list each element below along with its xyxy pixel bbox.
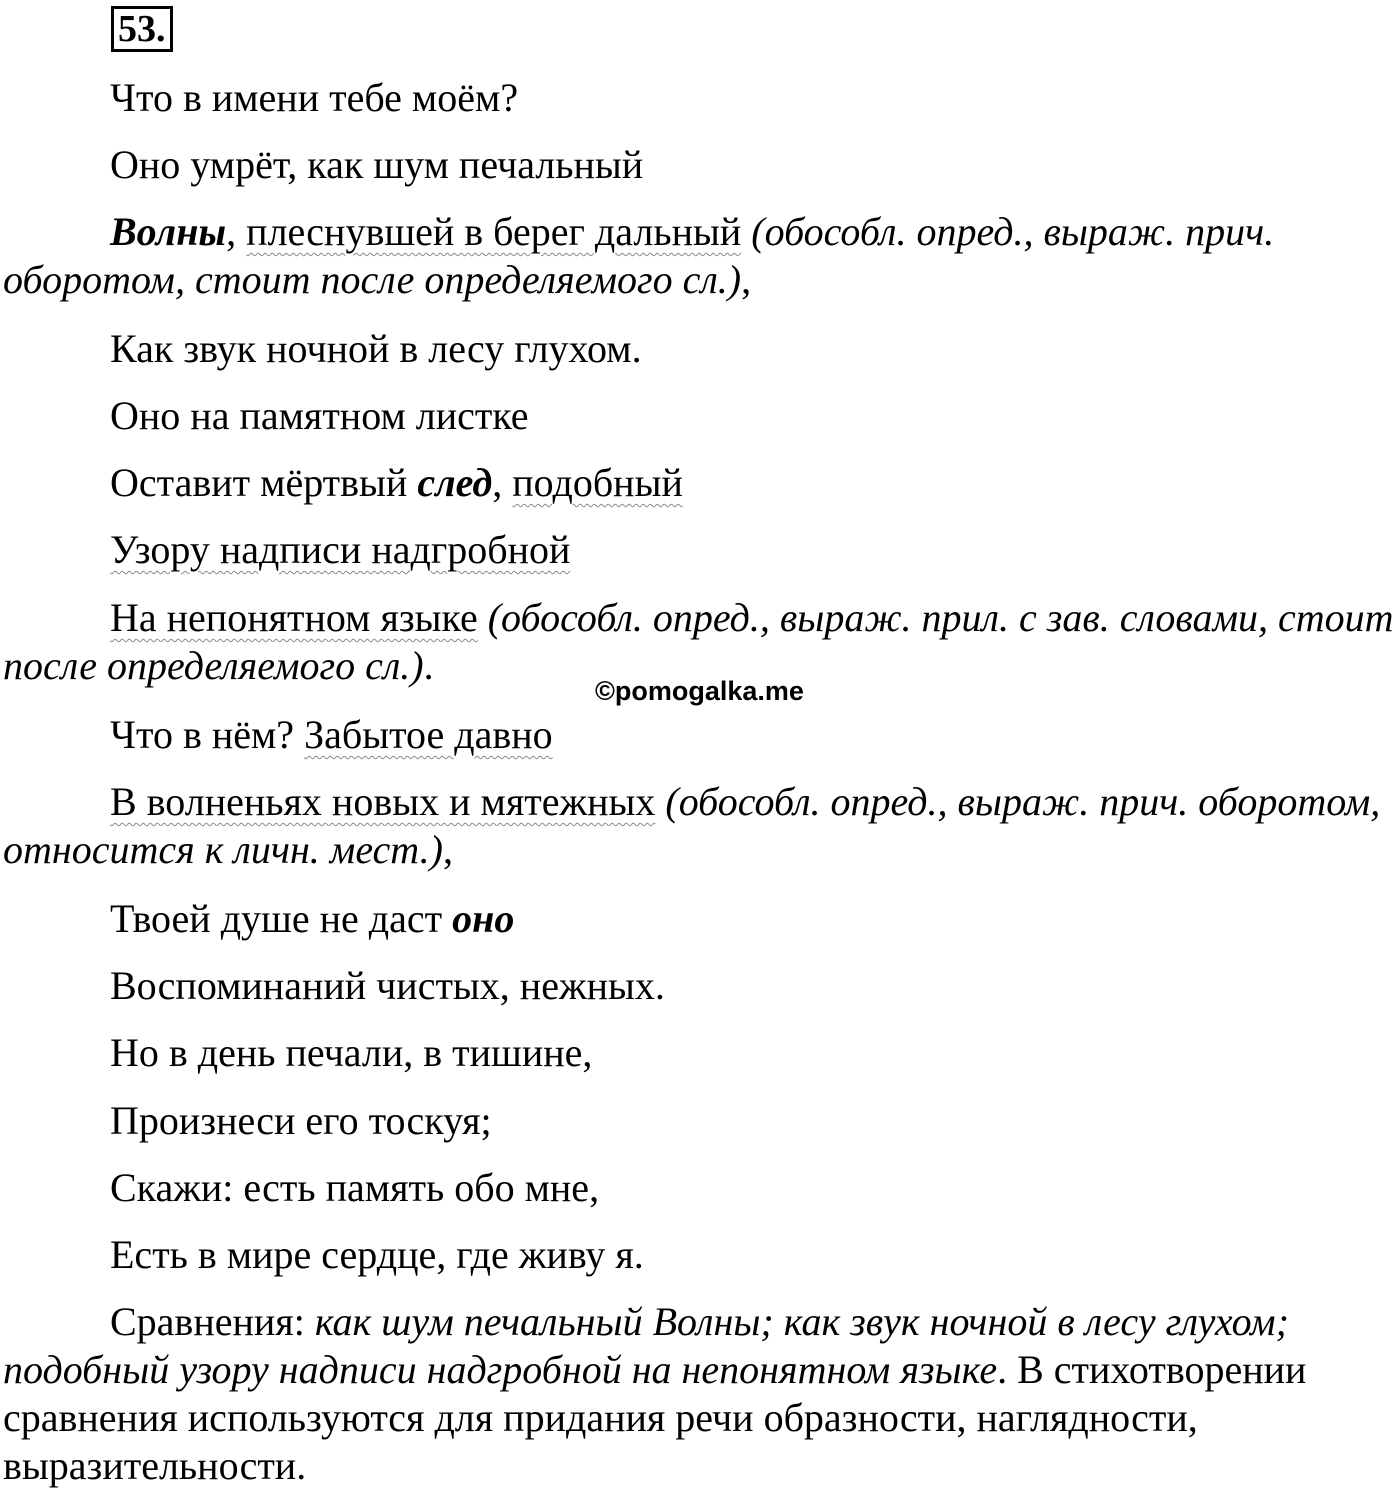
poem-line-2: Оно умрёт, как шум печальный — [110, 142, 644, 187]
subject-word-volny: Волны — [110, 209, 227, 254]
comparison-examples: как шум печальный Волны; как звук ночной в лесу глухом; подобный узору надписи надгробной на непонятном языке — [3, 1299, 1289, 1392]
grammar-note-2: (обособл. опред., выраж. прил. с зав. словами, стоит после определяемого сл.) — [3, 595, 1394, 688]
grammar-note-1: (обособл. опред., выраж. прич. оборотом, стоит после определяемого сл.) — [3, 209, 1275, 302]
conclusion-paragraph — [3, 1298, 1397, 1490]
line-11-start: Твоей душе не даст — [110, 896, 453, 941]
trailing-punct: . — [423, 643, 434, 688]
conclusion-lead: Сравнения: — [110, 1299, 315, 1344]
poem-line-7 — [110, 526, 570, 574]
conclusion-text: . В стихотворении сравнения используются для придания речи образности, наглядности, выразительности. — [3, 1347, 1307, 1488]
poem-line-5: Оно на памятном листке — [110, 393, 529, 438]
exercise-number-text: 53. — [118, 8, 166, 50]
poem-line-10 — [3, 778, 1397, 874]
poem-line-16: Есть в мире сердце, где живу я. — [110, 1232, 644, 1277]
adjective-phrase-middle: Узору надписи надгробной — [110, 527, 571, 572]
trailing-punct: , — [443, 827, 453, 872]
grammar-note-3: (обособл. опред., выраж. прич. оборотом, относится к личн. мест.) — [3, 779, 1381, 872]
adjective-phrase-end: На непонятном языке — [110, 595, 478, 640]
participial-phrase-2-start: Забытое давно — [304, 712, 553, 757]
participial-phrase-2-end: В волненьях новых и мятежных — [110, 779, 656, 824]
poem-line-6 — [110, 459, 683, 507]
exercise-number-box — [111, 6, 173, 52]
adjective-phrase-start: подобный — [512, 460, 683, 505]
exercise-number — [111, 6, 173, 50]
subject-word-sled: след — [417, 460, 493, 505]
poem-line-11 — [110, 895, 514, 943]
watermark: ©pomogalka.me — [595, 676, 804, 706]
poem-line-9 — [110, 711, 553, 759]
trailing-punct: , — [741, 257, 752, 302]
poem-line-13: Но в день печали, в тишине, — [110, 1030, 593, 1075]
comma: , — [492, 460, 513, 505]
line-9-start: Что в нём? — [110, 712, 305, 757]
poem-line-15: Скажи: есть память обо мне, — [110, 1165, 600, 1210]
comma: , — [226, 209, 237, 254]
poem-line-1: Что в имени тебе моём? — [110, 75, 519, 120]
subject-word-ono: оно — [452, 896, 515, 941]
poem-line-12: Воспоминаний чистых, нежных. — [110, 963, 665, 1008]
poem-line-4: Как звук ночной в лесу глухом. — [110, 326, 642, 371]
poem-line-14: Произнеси его тоскуя; — [110, 1098, 492, 1143]
poem-line-3 — [3, 208, 1397, 304]
line-6-start: Оставит мёртвый — [110, 460, 418, 505]
participial-phrase-1: плеснувшей в берег дальный — [246, 209, 742, 254]
